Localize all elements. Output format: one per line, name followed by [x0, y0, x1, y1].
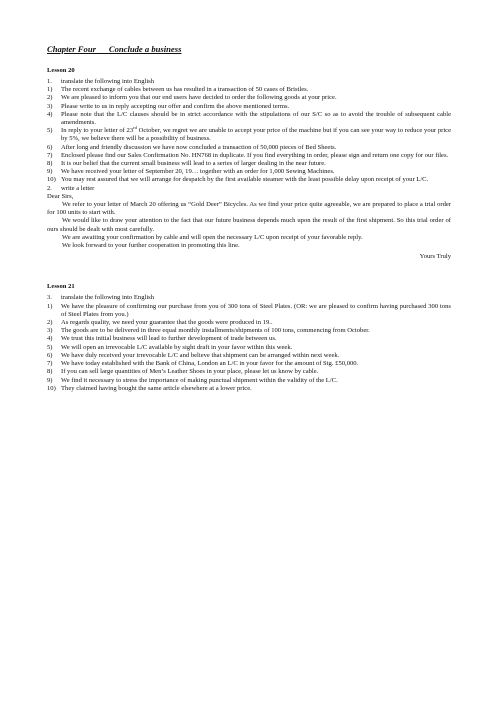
item-text: They claimed having bought the same article elsewhere at a lower price. — [61, 384, 252, 392]
item-number: 2) — [47, 319, 53, 327]
item-number: 10) — [47, 384, 56, 392]
list-item — [47, 144, 451, 152]
list-item — [47, 303, 451, 319]
list-item — [47, 377, 451, 385]
letter-paragraph: We refer to your letter of March 20 offering us “Gold Deer” Bicycles. As we find your price quite agreeable, we are prepared to place a trial order for 100 units to start with. — [47, 201, 451, 217]
list-item — [47, 385, 451, 393]
item-text: Please write to us in reply accepting our offer and confirm the above mentioned terms. — [61, 102, 290, 110]
item-text: We are pleased to inform you that our end users have decided to order the following goods at your price. — [61, 94, 337, 102]
list-item — [47, 335, 451, 343]
item-number: 5) — [47, 343, 53, 351]
item-number: 1) — [47, 86, 53, 94]
list-item — [47, 344, 451, 352]
item-text: The goods are to be delivered in three equal monthly installments/shipments of 100 tons, commencing from October. — [61, 327, 370, 335]
section-3-heading — [47, 294, 451, 302]
item-text: Enclosed please find our Sales Confirmation No. HN768 in duplicate. If you find everything in order, please sign and return one copy for our files. — [61, 151, 449, 159]
list-item — [47, 352, 451, 360]
letter-closing: Yours Truly — [419, 253, 451, 261]
item-text-part: October, we regret we are unable to accept your price of the machine but if you can see your way to reduce your price by 5%, we believe there will be a possibility of business. — [61, 127, 451, 143]
item-number: 6) — [47, 143, 53, 151]
letter-paragraph: We would like to draw your attention to the fact that our future business depends much upon the result of the first shipment. So this trial order of ours should be dealt with most carefully. — [47, 217, 451, 233]
list-item — [47, 327, 451, 335]
item-number: 6) — [47, 351, 53, 359]
list-item — [47, 94, 451, 102]
item-text: You may rest assured that we will arrange for despatch by the first available steamer with the least possible delay upon receipt of your L/C. — [61, 176, 429, 184]
item-number: 4) — [47, 335, 53, 343]
list-item — [47, 368, 451, 376]
item-text: After long and friendly discussion we have now concluded a transaction of 50,000 pieces of Bed Sheets. — [61, 143, 337, 151]
section-number: 3. — [47, 294, 52, 302]
section-number: 2. — [47, 184, 52, 192]
item-number: 4) — [47, 110, 53, 118]
chapter-title: Chapter Four Conclude a business — [47, 44, 182, 54]
ordinal-suffix: rd — [133, 125, 137, 131]
list-item — [47, 86, 451, 94]
lesson-21-heading: Lesson 21 — [47, 283, 75, 291]
letter-salutation: Dear Sirs, — [47, 192, 74, 200]
item-text: We have received your letter of September 20, 19… together with an order for 1,000 Sewing Machines. — [61, 168, 335, 176]
list-item — [47, 160, 451, 168]
item-number: 2) — [47, 94, 53, 102]
list-item — [47, 103, 451, 111]
list-item — [47, 168, 451, 176]
section-label: translate the following into English — [61, 78, 155, 85]
item-text: It is our belief that the current small business will lead to a series of larger dealing in the near future. — [61, 160, 326, 168]
item-number: 8) — [47, 368, 53, 376]
item-number: 8) — [47, 160, 53, 168]
item-text: We will open an irrevocable L/C available by sight draft in your favor within this week. — [61, 343, 293, 351]
section-number: 1. — [47, 78, 52, 85]
item-text: We have duly received your irrevocable L/C and believe that shipment can be arranged within next week. — [61, 351, 340, 359]
item-text-part: In reply to your letter of 23 — [61, 127, 134, 135]
section-label: translate the following into English — [61, 294, 155, 302]
letter-paragraph: We are awaiting your confirmation by cable and will open the necessary L/C upon receipt of your favorable reply. — [62, 233, 363, 241]
list-item — [47, 127, 451, 143]
item-number: 3) — [47, 102, 53, 110]
item-text: If you can sell large quantities of Men’s Leather Shoes in your place, please let us know by cable. — [61, 368, 319, 376]
item-number: 5) — [47, 127, 53, 135]
item-number: 1) — [47, 302, 53, 310]
item-text: Please note that the L/C clauses should be in strict accordance with the stipulations of our S/C so as to avoid the trouble of subsequent cable amendments. — [61, 110, 451, 127]
section-1-heading — [47, 78, 451, 86]
item-text: We find it necessary to stress the importance of making punctual shipment within the validity of the L/C. — [61, 376, 338, 384]
item-text: We have the pleasure of confirming our purchase from you of 300 tons of Steel Plates. (OR: we are pleased to confirm having purchased 300 tons of Steel Plates from you.) — [61, 302, 451, 318]
item-number: 7) — [47, 360, 53, 368]
lesson-20-heading: Lesson 20 — [47, 67, 75, 74]
item-number: 7) — [47, 151, 53, 159]
list-item — [47, 176, 451, 184]
item-text: As regards quality, we need your guarantee that the goods were produced in 19.. — [61, 319, 273, 327]
item-text: The recent exchange of cables between us has resulted in a transaction of 50 cases of Bristles. — [61, 86, 309, 94]
list-item — [47, 319, 451, 327]
item-number: 10) — [47, 176, 56, 184]
list-item — [47, 360, 451, 368]
section-2-heading — [47, 185, 451, 193]
item-number: 3) — [47, 327, 53, 335]
list-item — [47, 111, 451, 127]
item-text — [61, 127, 451, 143]
item-text: We trust this initial business will lead to further development of trade between us. — [61, 335, 277, 343]
item-number: 9) — [47, 168, 53, 176]
item-number: 9) — [47, 376, 53, 384]
list-item — [47, 152, 451, 160]
document-page — [47, 44, 451, 393]
item-text: We have today established with the Bank of China, London an L/C in your favor for the amount of Stg. £50,000. — [61, 360, 359, 368]
section-label: write a letter — [61, 184, 95, 192]
letter-paragraph: We look forward to your further cooperation in promoting this line. — [62, 242, 240, 250]
